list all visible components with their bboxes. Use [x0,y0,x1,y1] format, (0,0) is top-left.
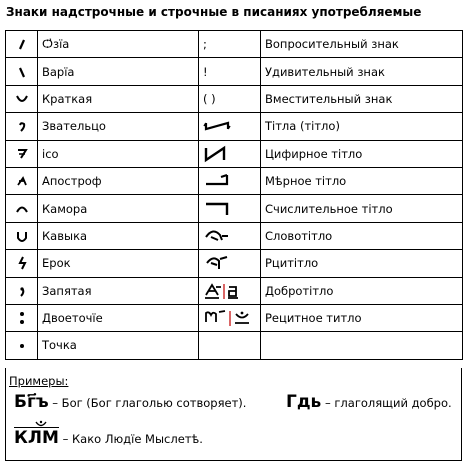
table-row [6,31,463,58]
sign-name: Рецитное титло [261,304,463,331]
kamora-sign [6,195,38,222]
example-1-word: Бг҃ъ [14,392,49,412]
titlo-sign [199,113,261,140]
erok-sign [6,250,38,277]
dvoetochie-sign [6,304,38,331]
example-1 [14,392,246,412]
question-sign: ; [199,31,261,58]
sign-name: Краткая [38,85,199,112]
table-row [6,304,463,331]
table-row [6,58,463,85]
examples-box [5,368,462,461]
brackets-sign: ( ) [199,85,261,112]
exclamation-sign: ! [199,58,261,85]
signs-table [5,30,463,360]
iso-sign [6,140,38,167]
table-row [6,113,463,140]
oksia-sign [6,31,38,58]
example-3 [14,428,203,448]
zvatelco-sign [6,113,38,140]
table-row [6,250,463,277]
zapyataya-sign [6,277,38,304]
table-row [6,222,463,249]
page-title: Знаки надстрочные и строчные в писаниях употребляемые [6,5,422,19]
tochka-sign [6,332,38,359]
table-row [6,332,463,359]
apostrof-sign [6,167,38,194]
table-row [6,277,463,304]
empty-cell [261,332,463,359]
mernoe-titlo-sign [199,167,261,194]
example-2-text: – глаголящий добро. [324,396,452,410]
sign-name: Тітла (тітло) [261,113,463,140]
table-row [6,195,463,222]
sign-name: Мѣрное тітло [261,167,463,194]
varia-sign [6,58,38,85]
example-3-word: КЛМ [14,428,59,448]
table-row [6,85,463,112]
examples-label: Примеры: [9,374,69,388]
sign-name: Вместительный знак [261,85,463,112]
sign-name: Звательцо [38,113,199,140]
sign-name: Счислительное тітло [261,195,463,222]
sign-name: Вопросительный знак [261,31,463,58]
sign-name: Рцитітло [261,250,463,277]
slovotitlo-sign [199,222,261,249]
dobrotitlo-sign [199,277,261,304]
sign-name: Запятая [38,277,199,304]
recitnoe-titlo-sign [199,304,261,331]
sign-name: Словотітло [261,222,463,249]
rcititlo-sign [199,250,261,277]
sign-name: Удивительный знак [261,58,463,85]
example-2 [286,392,452,412]
sign-name: Ѻ҆зїа [38,31,199,58]
sign-name: Цифирное тітло [261,140,463,167]
sign-name: Кавыка [38,222,199,249]
sign-name: Ерок [38,250,199,277]
cifirnoe-titlo-sign [199,140,261,167]
sign-name: Апостроф [38,167,199,194]
sign-name: Двоеточїе [38,304,199,331]
example-3-text: – Како Людїе Мыслетѣ. [62,432,203,446]
schislitelnoe-titlo-sign [199,195,261,222]
kavyka-sign [6,222,38,249]
sign-name: Варїа [38,58,199,85]
sign-name: Камора [38,195,199,222]
sign-name: Точка [38,332,199,359]
example-2-word: Гдь [286,392,322,412]
example-1-text: – Бог (Бог глаголью сотворяет). [52,396,247,410]
table-row [6,140,463,167]
sign-name: ісо [38,140,199,167]
kratkaya-sign [6,85,38,112]
empty-cell [199,332,261,359]
sign-name: Добротітло [261,277,463,304]
table-row [6,167,463,194]
